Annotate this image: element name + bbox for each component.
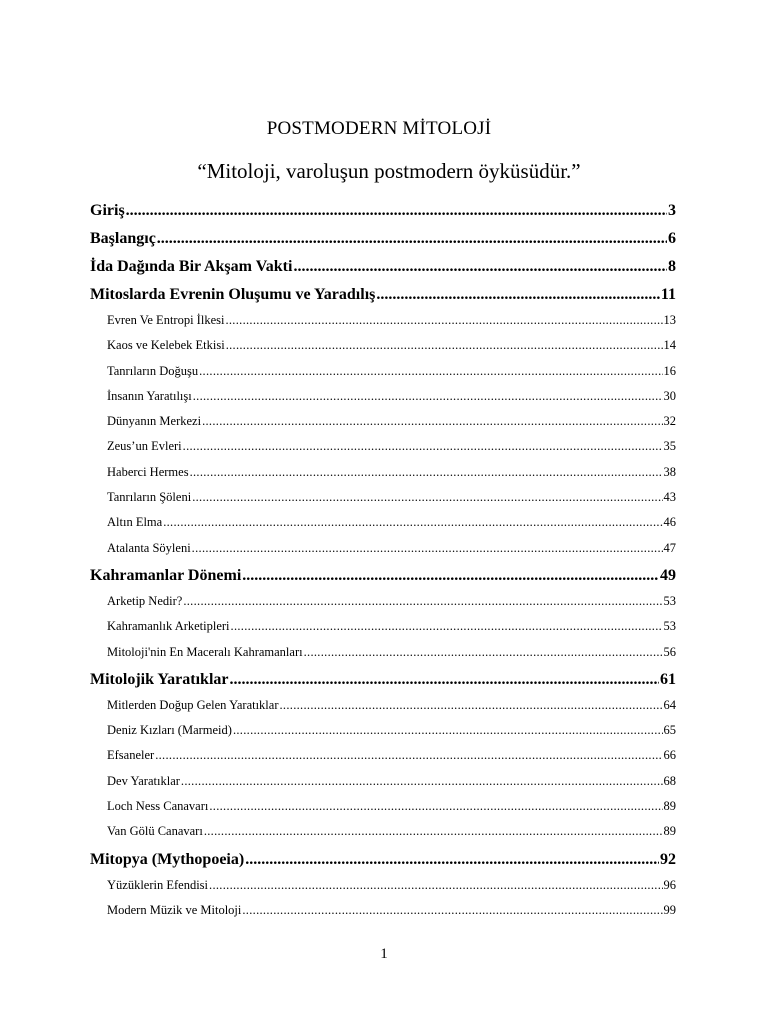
toc-entry-title: Modern Müzik ve Mitoloji [107, 902, 242, 917]
toc-entry-page-number: 14 [663, 338, 676, 353]
toc-dot-leader [376, 282, 660, 308]
toc-section-entry [90, 743, 676, 768]
toc-dot-leader [226, 333, 663, 358]
toc-section-entry [90, 614, 676, 639]
toc-entry-page-number: 38 [663, 464, 676, 479]
toc-entry-title: Efsaneler [107, 748, 155, 763]
document-title: POSTMODERN MİTOLOJİ [266, 118, 492, 139]
toc-dot-leader [126, 198, 667, 224]
toc-entry-title: Mitoslarda Evrenin Oluşumu ve Yaradılış [90, 286, 376, 303]
toc-entry-page-number: 64 [663, 697, 676, 712]
toc-entry-title: İnsanın Yaratılışı [107, 388, 192, 403]
toc-dot-leader [163, 510, 662, 535]
toc-entry-title: Dev Yaratıklar [107, 773, 180, 788]
toc-entry-title: Tanrıların Şöleni [107, 490, 192, 505]
toc-dot-leader [199, 359, 662, 384]
toc-entry-page-number: 32 [663, 414, 676, 429]
toc-entry-title: Mitolojik Yaratıklar [90, 670, 229, 688]
toc-chapter-entry [90, 280, 676, 308]
toc-section-entry [90, 460, 676, 485]
toc-dot-leader [192, 485, 662, 510]
toc-entry-page-number: 6 [668, 230, 676, 247]
toc-dot-leader [245, 847, 659, 873]
toc-chapter-entry [90, 845, 676, 873]
toc-entry-page-number: 35 [663, 439, 676, 454]
toc-entry-title: Haberci Hermes [107, 464, 189, 479]
toc-dot-leader [231, 614, 663, 639]
page-number: 1 [380, 946, 388, 962]
toc-entry-page-number: 43 [663, 490, 676, 505]
toc-entry-page-number: 65 [663, 723, 676, 738]
toc-entry-page-number: 61 [660, 670, 676, 688]
toc-entry-title: Mitoloji'nin En Maceralı Kahramanları [107, 644, 303, 659]
toc-entry-page-number: 66 [663, 748, 676, 763]
toc-entry-title: İda Dağında Bir Akşam Vakti [90, 258, 293, 275]
toc-section-entry [90, 898, 676, 923]
toc-entry-title: Atalanta Söyleni [107, 540, 191, 555]
document-subtitle: “Mitoloji, varoluşun postmodern öyküsüdür.” [197, 159, 581, 183]
toc-entry-page-number: 96 [663, 877, 676, 892]
toc-entry-title: Kaos ve Kelebek Etkisi [107, 338, 225, 353]
toc-dot-leader [157, 226, 667, 252]
toc-entry-title: Altın Elma [107, 515, 163, 530]
toc-section-entry [90, 485, 676, 510]
toc-entry-title: Arketip Nedir? [107, 593, 183, 608]
toc-dot-leader [181, 769, 663, 794]
toc-entry-page-number: 89 [663, 799, 676, 814]
toc-dot-leader [242, 898, 662, 923]
toc-dot-leader [202, 409, 662, 434]
toc-dot-leader [209, 873, 662, 898]
toc-dot-leader [233, 718, 663, 743]
toc-entry-title: Kahramanlar Dönemi [90, 566, 242, 584]
toc-entry-title: Van Gölü Canavarı [107, 824, 203, 839]
toc-entry-page-number: 68 [663, 773, 676, 788]
toc-entry-title: Mitopya (Mythopoeia) [90, 850, 245, 868]
toc-chapter-entry [90, 196, 676, 224]
toc-dot-leader [293, 254, 667, 280]
toc-dot-leader [155, 743, 662, 768]
toc-dot-leader [204, 819, 663, 844]
toc-dot-leader [280, 693, 663, 718]
toc-entry-title: Deniz Kızları (Marmeid) [107, 723, 232, 738]
toc-dot-leader [230, 667, 660, 693]
toc-dot-leader [183, 589, 662, 614]
toc-section-entry [90, 794, 676, 819]
toc-section-entry [90, 359, 676, 384]
toc-section-entry [90, 434, 676, 459]
toc-chapter-entry [90, 252, 676, 280]
toc-entry-title: Tanrıların Doğuşu [107, 363, 199, 378]
toc-entry-title: Loch Ness Canavarı [107, 799, 209, 814]
toc-section-entry [90, 510, 676, 535]
toc-entry-page-number: 92 [660, 850, 676, 868]
toc-dot-leader [225, 308, 662, 333]
toc-section-entry [90, 873, 676, 898]
toc-section-entry [90, 333, 676, 358]
toc-entry-page-number: 56 [663, 644, 676, 659]
toc-entry-title: Başlangıç [90, 230, 156, 247]
toc-dot-leader [209, 794, 662, 819]
toc-entry-page-number: 53 [663, 619, 676, 634]
toc-entry-page-number: 89 [663, 824, 676, 839]
toc-entry-title: Zeus’un Evleri [107, 439, 182, 454]
toc-entry-page-number: 11 [660, 286, 676, 303]
toc-entry-title: Mitlerden Doğup Gelen Yaratıklar [107, 697, 279, 712]
toc-chapter-entry [90, 224, 676, 252]
toc-entry-page-number: 49 [660, 566, 676, 584]
toc-entry-page-number: 99 [663, 902, 676, 917]
toc-section-entry [90, 693, 676, 718]
toc-dot-leader [190, 460, 663, 485]
toc-section-entry [90, 769, 676, 794]
toc-section-entry [90, 718, 676, 743]
toc-dot-leader [193, 384, 663, 409]
toc-entry-page-number: 13 [663, 313, 676, 327]
toc-entry-title: Kahramanlık Arketipleri [107, 619, 230, 634]
toc-section-entry [90, 640, 676, 665]
toc-entry-title: Giriş [90, 202, 125, 219]
toc-section-entry [90, 819, 676, 844]
toc-entry-page-number: 47 [663, 540, 676, 555]
toc-section-entry [90, 536, 676, 561]
toc-dot-leader [304, 640, 663, 665]
toc-entry-page-number: 16 [663, 363, 676, 378]
toc-entry-page-number: 8 [668, 258, 676, 275]
toc-entry-title: Yüzüklerin Efendisi [107, 877, 209, 892]
table-of-contents [90, 196, 676, 923]
toc-chapter-entry [90, 561, 676, 589]
toc-section-entry [90, 384, 676, 409]
toc-entry-title: Evren Ve Entropi İlkesi [107, 313, 225, 327]
toc-entry-page-number: 46 [663, 515, 676, 530]
toc-entry-page-number: 3 [668, 202, 676, 219]
toc-section-entry [90, 589, 676, 614]
toc-section-entry [90, 308, 676, 333]
toc-dot-leader [242, 563, 659, 589]
toc-dot-leader [192, 536, 663, 561]
toc-section-entry [90, 409, 676, 434]
toc-entry-page-number: 53 [663, 593, 676, 608]
toc-chapter-entry [90, 665, 676, 693]
toc-entry-page-number: 30 [663, 388, 676, 403]
toc-entry-title: Dünyanın Merkezi [107, 414, 202, 429]
toc-dot-leader [183, 434, 663, 459]
